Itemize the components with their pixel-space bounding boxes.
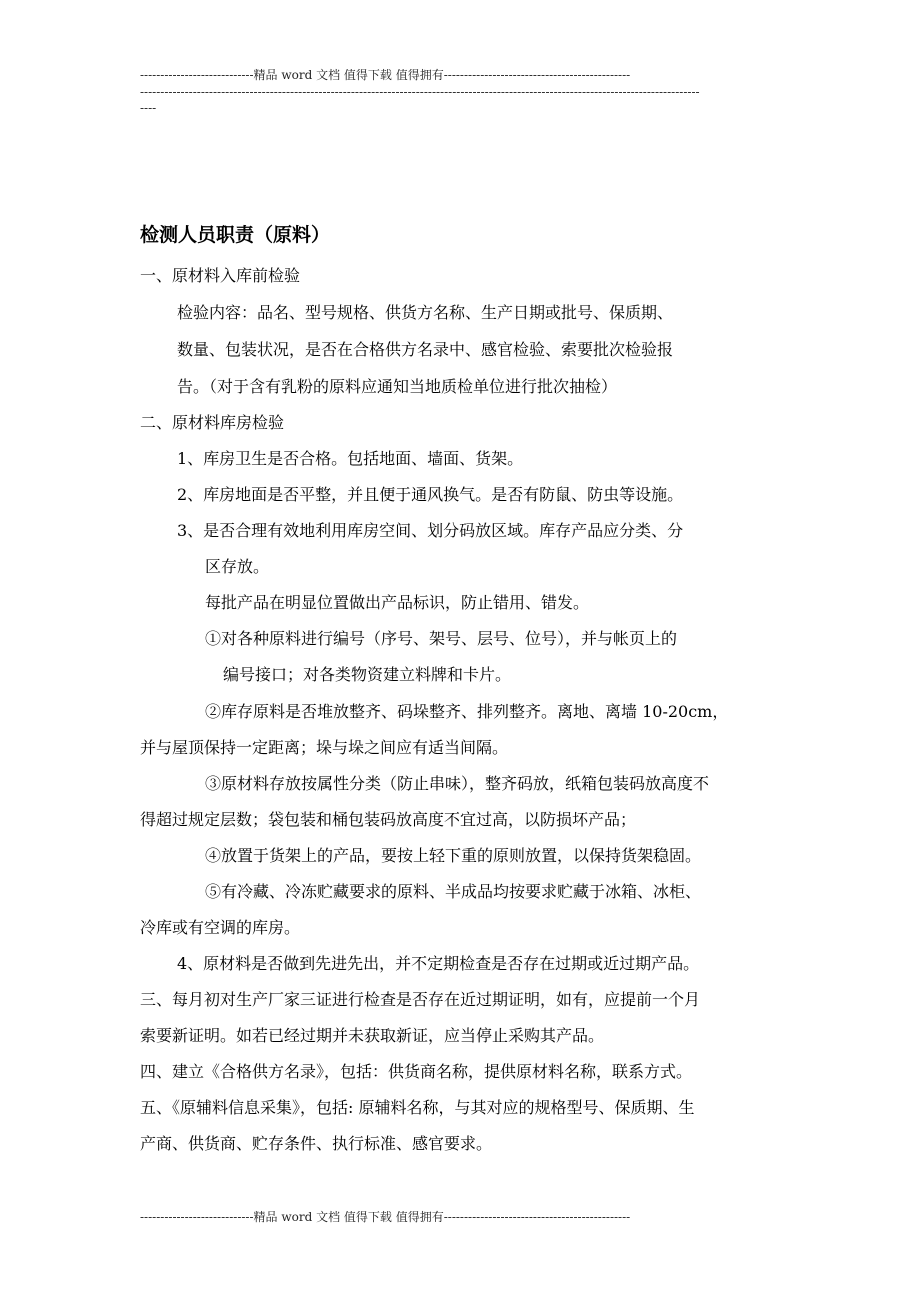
section-1-heading: 一、原材料入库前检验 (140, 266, 301, 285)
paragraph-line: 区存放。 (205, 557, 270, 576)
paragraph-line: 2、库房地面是否平整，并且便于通风换气。是否有防鼠、防虫等设施。 (177, 485, 684, 504)
section-5-line: 五、《原辅料信息采集》，包括: 原辅料名称，与其对应的规格型号、保质期、生 (140, 1098, 695, 1117)
header-line-2: ------------------------------------------------------------------------------------------------------------------------------------------ (140, 85, 700, 99)
paragraph-line: 编号接口；对各类物资建立料牌和卡片。 (223, 665, 512, 684)
header-line-3: ---- (140, 101, 157, 115)
paragraph-line: 检验内容：品名、型号规格、供货方名称、生产日期或批号、保质期、 (177, 303, 674, 322)
paragraph-line: 数量、包装状况，是否在合格供方名录中、感官检验、索要批次检验报 (177, 340, 674, 359)
paragraph-line: 得超过规定层数；袋包装和桶包装码放高度不宜过高，以防损坏产品； (140, 810, 637, 829)
paragraph-line: ④放置于货架上的产品，要按上轻下重的原则放置，以保持货架稳固。 (205, 846, 702, 865)
section-2-heading: 二、原材料库房检验 (140, 413, 285, 432)
document-title: 检测人员职责（原料） (140, 224, 331, 246)
section-4-line: 四、建立《合格供方名录》，包括：供货商名称，提供原材料名称，联系方式。 (140, 1062, 693, 1081)
paragraph-line: 1、库房卫生是否合格。包括地面、墙面、货架。 (177, 449, 524, 468)
section-5-line: 产商、供货商、贮存条件、执行标准、感官要求。 (140, 1134, 493, 1153)
paragraph-line: 每批产品在明显位置做出产品标识，防止错用、错发。 (205, 593, 590, 612)
paragraph-line: ③原材料存放按属性分类（防止串味），整齐码放，纸箱包装码放高度不 (205, 774, 710, 793)
paragraph-line: 并与屋顶保持一定距离；垛与垛之间应有适当间隔。 (140, 738, 509, 757)
paragraph-line: 告。（对于含有乳粉的原料应通知当地质检单位进行批次抽检） (177, 377, 618, 396)
paragraph-line: 冷库或有空调的库房。 (140, 918, 301, 937)
section-3-line: 三、每月初对生产厂家三证进行检查是否存在近过期证明，如有，应提前一个月 (140, 990, 701, 1009)
paragraph-line: ②库存原料是否堆放整齐、码垛整齐、排列整齐。离地、离墙 10-20cm， (205, 702, 729, 721)
paragraph-line: 3、是否合理有效地利用库房空间、划分码放区域。库存产品应分类、分 (177, 521, 684, 540)
paragraph-line: ⑤有冷藏、冷冻贮藏要求的原料、半成品均按要求贮藏于冰箱、冰柜、 (205, 882, 702, 901)
paragraph-line: 4、原材料是否做到先进先出，并不定期检查是否存在过期或近过期产品。 (177, 954, 700, 973)
paragraph-line: ①对各种原料进行编号（序号、架号、层号、位号），并与帐页上的 (205, 629, 678, 648)
header-line-1: ----------------------------精品 word 文档 值得下载 值得拥有---------------------------------------------- (140, 68, 631, 82)
footer-line: ----------------------------精品 word 文档 值得下载 值得拥有---------------------------------------------- (140, 1210, 631, 1224)
section-3-line: 索要新证明。如若已经过期并未获取新证，应当停止采购其产品。 (140, 1026, 605, 1045)
